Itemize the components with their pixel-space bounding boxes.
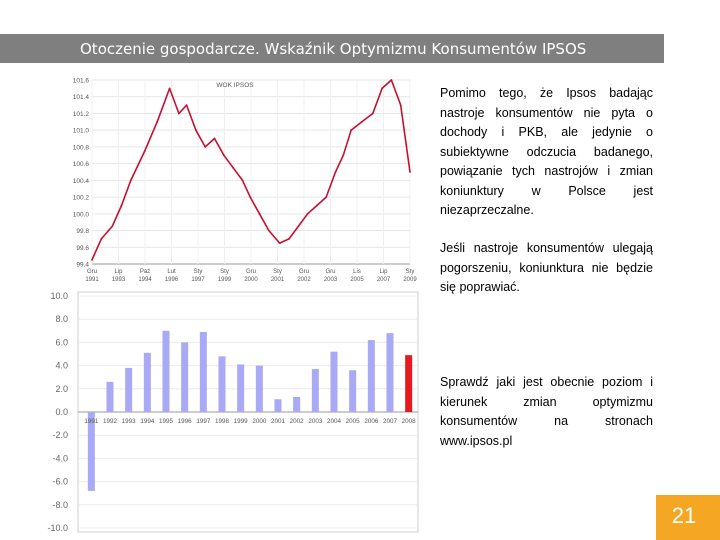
x-tick-label: Paź 1994 (138, 269, 152, 283)
y-tick-label: 101.4 (72, 94, 89, 102)
data-point (361, 121, 363, 123)
data-point (223, 154, 225, 156)
x-tick-label: 2002 (289, 418, 304, 425)
data-point (279, 242, 281, 244)
x-tick-label: 2000 (252, 418, 267, 425)
y-tick-label: -6.0 (52, 476, 68, 487)
x-tick-label: 2008 (401, 418, 416, 425)
data-point (121, 205, 123, 207)
x-tick-label: Lut 1996 (164, 269, 179, 283)
y-tick-label: 101.2 (72, 110, 89, 118)
y-tick-label: 101.6 (72, 77, 89, 85)
data-point (186, 104, 188, 106)
paragraph-correlation: Pomimo tego, że Ipsos badając nastroje konsumentów nie pyta o dochody i PKB, ale jedynie o subiektywne odczucia badanego, powiązanie tych nastrojów i zmian koniunktury w Polsce jest niezaprzeczalne. (440, 86, 653, 217)
x-tick-label: Gru 2000 (244, 269, 258, 283)
x-tick-label: 2004 (326, 418, 342, 425)
data-point (372, 113, 374, 115)
bar-2000 (256, 366, 263, 412)
bar-2002 (293, 397, 300, 412)
x-tick-label: Gru 2003 (323, 269, 338, 283)
title-bar (0, 34, 664, 63)
x-tick-label: 2007 (382, 418, 398, 425)
data-point (156, 121, 158, 123)
y-tick-label: -10.0 (47, 523, 68, 533)
data-point (259, 213, 261, 215)
bar-2001 (275, 399, 282, 412)
bar-2004 (331, 352, 338, 412)
slide-title: Otoczenie gospodarcze. Wskaźnik Optymizmu Konsumentów IPSOS (80, 40, 587, 58)
x-tick-label: 1999 (233, 418, 248, 425)
x-tick-label: Sty 1999 (217, 269, 232, 283)
data-point (316, 205, 318, 207)
x-tick-label: 1998 (214, 418, 230, 425)
bar-2007 (387, 333, 394, 412)
paragraph-check-ipsos: Sprawdź jaki jest obecnie poziom i kierunek zmian optymizmu konsumentów na stronach www.ipsos.pl (440, 375, 653, 448)
x-tick-label: Sty 2001 (270, 269, 285, 283)
y-tick-label: 10.0 (50, 291, 68, 301)
y-tick-label: 100.8 (72, 144, 89, 152)
x-tick-label: Gru 1991 (85, 269, 99, 283)
x-tick-label: Lis 2005 (350, 269, 364, 283)
y-tick-label: 101.0 (72, 127, 89, 135)
page-number-badge (656, 495, 720, 540)
bar-1994 (144, 353, 151, 412)
bar-2006 (368, 340, 375, 412)
data-point (390, 79, 392, 81)
data-point (232, 167, 234, 169)
data-point (204, 146, 206, 148)
data-point (400, 104, 402, 106)
data-point (335, 171, 337, 173)
x-tick-label: 1994 (140, 418, 155, 425)
y-tick-label: -2.0 (52, 430, 68, 441)
paragraph-consumer-mood: Jeśli nastroje konsumentów ulegają pogorszeniu, koniunktura nie będzie się poprawiać. (440, 241, 653, 294)
x-tick-label: 2005 (345, 418, 360, 425)
bar-2008 (405, 355, 412, 412)
legend-label: WOK IPSOS (216, 82, 254, 89)
data-point (214, 138, 216, 140)
data-point (297, 225, 299, 227)
y-tick-label: 99.6 (76, 244, 89, 252)
x-tick-label: 2003 (308, 418, 323, 425)
x-tick-label: 1992 (102, 418, 118, 425)
data-point (350, 129, 352, 131)
bar-1995 (163, 331, 170, 412)
y-tick-label: 100.6 (72, 161, 89, 169)
data-point (91, 259, 93, 261)
data-point (111, 225, 113, 227)
bar-1999 (237, 364, 244, 412)
y-tick-label: 2.0 (55, 383, 68, 394)
x-tick-label: Lip 1993 (111, 269, 126, 283)
x-tick-label: 1995 (158, 418, 174, 425)
line-chart-wok-ipsos (60, 72, 420, 292)
data-point (325, 196, 327, 198)
bar-2005 (349, 370, 356, 412)
bar-1997 (200, 332, 207, 412)
data-point (144, 150, 146, 152)
data-point (268, 230, 270, 232)
x-tick-label: Sty 2009 (403, 269, 417, 283)
data-point (288, 238, 290, 240)
bar-1992 (107, 382, 114, 412)
x-tick-label: 1993 (121, 418, 136, 425)
data-point (409, 171, 411, 173)
y-tick-label: 8.0 (55, 314, 68, 325)
data-point (130, 179, 132, 181)
x-tick-label: Lip 2007 (376, 269, 391, 283)
y-tick-label: 100.0 (72, 211, 89, 219)
x-tick-label: 2006 (364, 418, 379, 425)
data-point (342, 154, 344, 156)
x-tick-label: Sty 1997 (191, 269, 205, 283)
data-point (100, 238, 102, 240)
y-tick-label: -4.0 (52, 453, 68, 464)
y-tick-label: 99.4 (76, 261, 89, 269)
bar-2003 (312, 369, 319, 412)
y-tick-label: 100.2 (72, 194, 89, 202)
bar-1996 (181, 342, 188, 412)
y-tick-label: 6.0 (55, 337, 68, 348)
data-point (169, 87, 171, 89)
data-point (307, 213, 309, 215)
bar-chart-optimism (40, 288, 420, 536)
data-point (195, 129, 197, 131)
bar-1998 (219, 356, 226, 412)
y-tick-label: 100.4 (72, 177, 89, 185)
bar-1993 (125, 368, 132, 412)
x-tick-label: 1996 (177, 418, 192, 425)
page-number: 21 (671, 503, 697, 528)
x-tick-label: 1991 (84, 418, 99, 425)
data-point (249, 196, 251, 198)
data-point (242, 179, 244, 181)
x-tick-label: 1997 (196, 418, 211, 425)
y-tick-label: 0.0 (55, 407, 68, 417)
y-tick-label: -8.0 (52, 499, 68, 510)
data-point (381, 87, 383, 89)
y-tick-label: 4.0 (55, 360, 68, 371)
data-point (178, 113, 180, 115)
x-tick-label: Gru 2002 (297, 269, 311, 283)
y-tick-label: 99.8 (76, 228, 89, 236)
x-tick-label: 2001 (270, 418, 286, 425)
